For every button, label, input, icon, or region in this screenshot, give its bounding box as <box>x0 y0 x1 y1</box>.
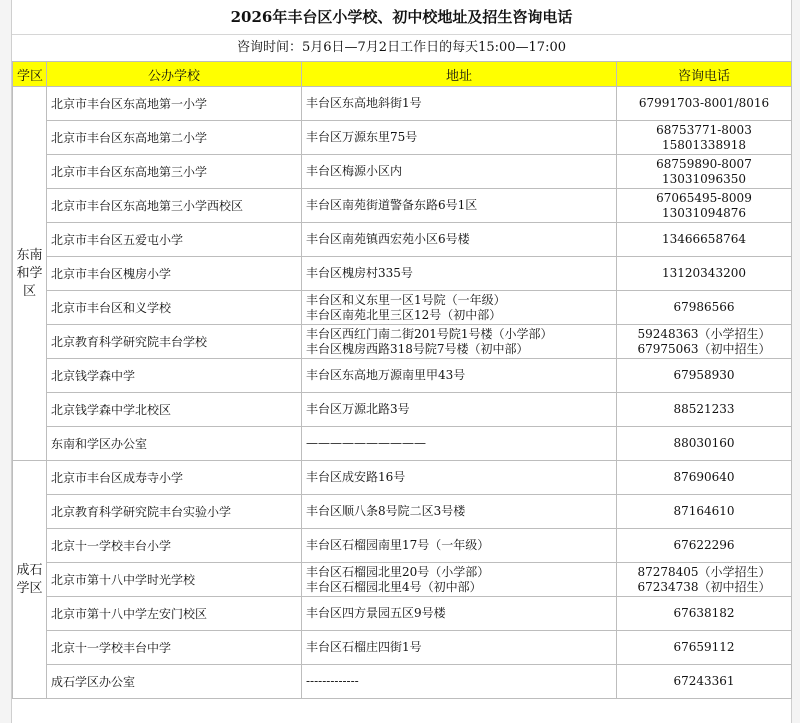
phone-line: 67234738（初中招生） <box>637 579 771 594</box>
school-name: 北京市丰台区东高地第三小学西校区 <box>47 189 302 223</box>
page-title: 2026年丰台区小学校、初中校地址及招生咨询电话 <box>12 0 791 35</box>
school-name: 北京市丰台区东高地第二小学 <box>47 121 302 155</box>
consult-phone <box>617 359 792 393</box>
school-address <box>302 155 617 189</box>
consult-phone <box>617 121 792 155</box>
consult-phone <box>617 87 792 121</box>
table-row <box>13 223 792 257</box>
consult-phone <box>617 291 792 325</box>
address-line: 丰台区成安路16号 <box>306 470 406 484</box>
phone-line: 13120343200 <box>662 266 746 280</box>
table-row <box>13 529 792 563</box>
header-school: 公办学校 <box>47 62 302 87</box>
district-cell: 成石学区 <box>13 461 47 699</box>
table-row <box>13 597 792 631</box>
school-name: 东南和学区办公室 <box>47 427 302 461</box>
document-page <box>11 0 792 723</box>
school-address <box>302 665 617 699</box>
address-line: 丰台区梅源小区内 <box>306 164 403 178</box>
table-row <box>13 631 792 665</box>
phone-line: 13031096350 <box>662 171 746 186</box>
school-name: 北京市丰台区和义学校 <box>47 291 302 325</box>
phone-line: 67065495-8009 <box>656 190 752 205</box>
phone-line: 87164610 <box>673 504 735 518</box>
header-address: 地址 <box>302 62 617 87</box>
table-row <box>13 87 792 121</box>
address-line: 丰台区槐房西路318号院7号楼（初中部） <box>306 341 529 356</box>
table-row <box>13 665 792 699</box>
school-name: 北京市丰台区槐房小学 <box>47 257 302 291</box>
address-line: 丰台区石榴园北里4号（初中部） <box>306 579 482 594</box>
school-address <box>302 427 617 461</box>
table-row <box>13 155 792 189</box>
consult-phone <box>617 529 792 563</box>
address-line: 丰台区石榴园北里20号（小学部） <box>306 564 490 579</box>
address-line: 丰台区顺八条8号院二区3号楼 <box>306 504 466 518</box>
consult-phone <box>617 257 792 291</box>
phone-line: 88030160 <box>673 436 735 450</box>
school-address <box>302 461 617 495</box>
consult-phone <box>617 597 792 631</box>
phone-line: 67622296 <box>673 538 735 552</box>
address-line: 丰台区南苑街道警备东路6号1区 <box>306 198 478 212</box>
phone-line: 13031094876 <box>662 205 746 220</box>
school-address <box>302 325 617 359</box>
consult-phone <box>617 325 792 359</box>
school-name: 北京教育科学研究院丰台学校 <box>47 325 302 359</box>
address-line: 丰台区四方景园五区9号楼 <box>306 606 446 620</box>
phone-line: 68753771-8003 <box>656 122 752 137</box>
address-line: 丰台区南苑镇西宏苑小区6号楼 <box>306 232 470 246</box>
address-line: 丰台区万源北路3号 <box>306 402 410 416</box>
address-line: 丰台区和义东里一区1号院（一年级） <box>306 292 506 307</box>
consult-phone <box>617 665 792 699</box>
header-district: 学区 <box>13 62 47 87</box>
phone-line: 87690640 <box>673 470 735 484</box>
header-phone: 咨询电话 <box>617 62 792 87</box>
address-line: 丰台区石榴园南里17号（一年级） <box>306 538 490 552</box>
school-name: 成石学区办公室 <box>47 665 302 699</box>
school-name: 北京市丰台区五爱屯小学 <box>47 223 302 257</box>
school-address <box>302 529 617 563</box>
address-line: 丰台区东高地万源南里甲43号 <box>306 368 466 382</box>
school-name: 北京钱学森中学 <box>47 359 302 393</box>
school-name: 北京市丰台区东高地第三小学 <box>47 155 302 189</box>
consult-phone <box>617 223 792 257</box>
district-cell: 东南和学区 <box>13 87 47 461</box>
school-address <box>302 563 617 597</box>
consult-phone <box>617 631 792 665</box>
school-address <box>302 597 617 631</box>
phone-line: 13466658764 <box>662 232 746 246</box>
phone-line: 59248363（小学招生） <box>637 326 771 341</box>
phone-line: 67975063（初中招生） <box>637 341 771 356</box>
phone-line: 67991703-8001/8016 <box>638 96 770 110</box>
school-name: 北京十一学校丰台中学 <box>47 631 302 665</box>
address-line: —————————— <box>306 436 426 450</box>
phone-line: 67638182 <box>673 606 735 620</box>
phone-line: 68759890-8007 <box>656 156 752 171</box>
school-name: 北京市丰台区成寿寺小学 <box>47 461 302 495</box>
address-line: 丰台区南苑北里三区12号（初中部） <box>306 307 502 322</box>
school-address <box>302 495 617 529</box>
school-name: 北京市第十八中学左安门校区 <box>47 597 302 631</box>
phone-line: 67958930 <box>673 368 735 382</box>
table-row <box>13 563 792 597</box>
table-row <box>13 121 792 155</box>
table-row <box>13 495 792 529</box>
school-address <box>302 359 617 393</box>
consult-phone <box>617 189 792 223</box>
school-name: 北京钱学森中学北校区 <box>47 393 302 427</box>
table-body <box>13 87 792 699</box>
school-address <box>302 631 617 665</box>
phone-line: 67986566 <box>673 300 735 314</box>
table-row <box>13 427 792 461</box>
consult-phone <box>617 427 792 461</box>
school-address <box>302 121 617 155</box>
school-address <box>302 393 617 427</box>
school-address <box>302 189 617 223</box>
consult-phone <box>617 155 792 189</box>
table-row <box>13 189 792 223</box>
address-line: 丰台区西红门南二街201号院1号楼（小学部） <box>306 326 553 341</box>
consult-phone <box>617 393 792 427</box>
school-name: 北京十一学校丰台小学 <box>47 529 302 563</box>
address-line: 丰台区东高地斜街1号 <box>306 96 422 110</box>
school-name: 北京教育科学研究院丰台实验小学 <box>47 495 302 529</box>
school-address <box>302 87 617 121</box>
table-header-row <box>13 62 792 87</box>
table-row <box>13 291 792 325</box>
consult-phone <box>617 461 792 495</box>
table-row <box>13 257 792 291</box>
school-name: 北京市丰台区东高地第一小学 <box>47 87 302 121</box>
table-row <box>13 359 792 393</box>
address-line: 丰台区万源东里75号 <box>306 130 418 144</box>
phone-line: 67659112 <box>673 640 735 654</box>
phone-line: 88521233 <box>673 402 735 416</box>
school-address <box>302 223 617 257</box>
consult-phone <box>617 495 792 529</box>
table-row <box>13 325 792 359</box>
address-line: 丰台区槐房村335号 <box>306 266 413 280</box>
school-address <box>302 257 617 291</box>
school-name: 北京市第十八中学时光学校 <box>47 563 302 597</box>
phone-line: 15801338918 <box>662 137 746 152</box>
address-line: 丰台区石榴庄四街1号 <box>306 640 422 654</box>
school-table <box>12 61 792 699</box>
phone-line: 87278405（小学招生） <box>637 564 771 579</box>
school-address <box>302 291 617 325</box>
phone-line: 67243361 <box>673 674 735 688</box>
table-row <box>13 461 792 495</box>
address-line: ------------- <box>306 674 359 688</box>
table-row <box>13 393 792 427</box>
consult-phone <box>617 563 792 597</box>
consult-time: 咨询时间：5月6日—7月2日工作日的每天15:00—17:00 <box>236 40 566 55</box>
